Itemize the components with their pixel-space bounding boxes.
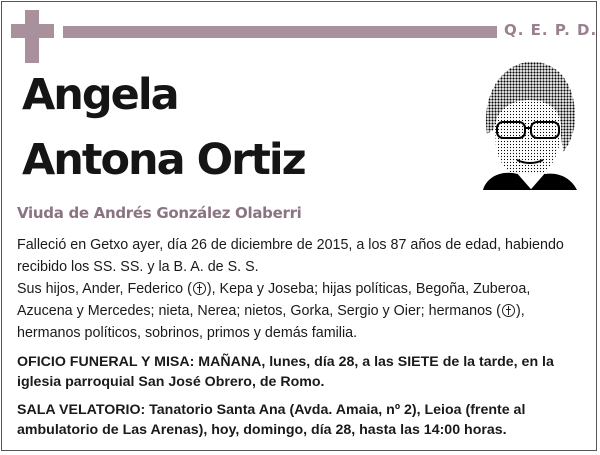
obituary-card	[1, 1, 597, 451]
header-rule	[63, 26, 497, 38]
funeral-mass-paragraph: OFICIO FUNERAL Y MISA: MAÑANA, lunes, día 28, a las SIETE de la tarde, en la iglesia parroquial San José Obrero, de Romo.	[17, 354, 554, 390]
qepd-label: Q. E. P. D.	[504, 21, 598, 39]
family-paragraph	[17, 278, 589, 344]
deceased-cross-icon	[193, 282, 206, 295]
family-text-part1: Sus hijos, Ander, Federico (	[17, 281, 192, 297]
cross-horizontal-bar	[11, 24, 54, 38]
family-text-part2: ), Kepa y Joseba; hijas políticas, Begoña, Zuberoa, Azucena y Mercedes; nieta, Nerea; nietos, Gorka, Sergio y Oier; hermanos (	[17, 281, 531, 319]
wake-room-paragraph: SALA VELATORIO: Tanatorio Santa Ana (Avda. Amaia, nº 2), Leioa (frente al ambulatorio de Las Arenas), hoy, domingo, día 28, hasta las 14:00 horas.	[17, 402, 526, 438]
family-text-part3: ), hermanos políticos, sobrinos, primos y demás familia.	[17, 303, 525, 341]
deceased-cross-icon	[502, 304, 515, 317]
deceased-name-last: Antona Ortiz	[22, 135, 305, 185]
deceased-name-first: Angela	[22, 70, 178, 120]
widow-of-subtitle: Viuda de Andrés González Olaberri	[17, 204, 302, 222]
portrait-photo	[473, 56, 580, 190]
death-notice-paragraph: Falleció en Getxo ayer, día 26 de diciembre de 2015, a los 87 años de edad, habiendo recibido los SS. SS. y la B. A. de S. S.	[17, 237, 564, 275]
